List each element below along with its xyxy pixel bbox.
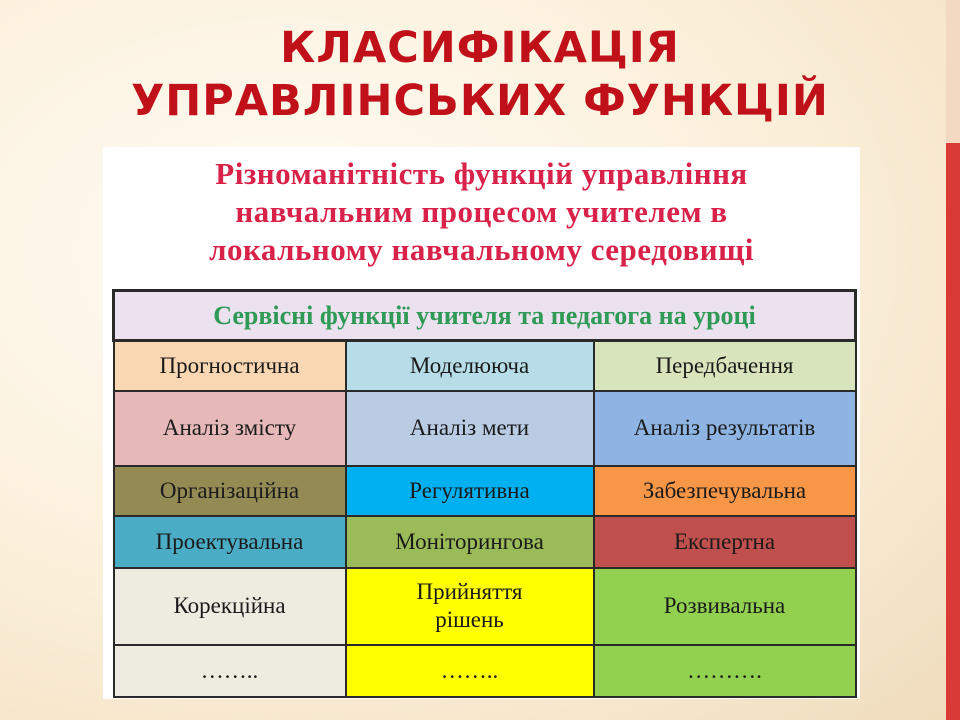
- table-row: [114, 466, 856, 516]
- table-cell: Проектувальна: [114, 516, 346, 568]
- slide-title: [0, 22, 960, 128]
- subtitle-line-1: Різноманітність функцій управління: [215, 156, 748, 191]
- table-cell: Розвивальна: [594, 568, 856, 645]
- table-cell: Аналіз змісту: [114, 391, 346, 466]
- content-panel: [103, 147, 860, 699]
- slide-title-line-2: УПРАВЛІНСЬКИХ ФУНКЦІЙ: [131, 76, 829, 126]
- panel-subtitle: [103, 155, 860, 269]
- table-header: Сервісні функції учителя та педагога на уроці: [114, 291, 856, 341]
- table-cell: Експертна: [594, 516, 856, 568]
- table-cell: Регулятивна: [346, 466, 594, 516]
- table-header-row: [114, 291, 856, 341]
- table-row: [114, 391, 856, 466]
- table-row: [114, 568, 856, 645]
- table-cell: ……..: [114, 645, 346, 697]
- table-row: [114, 341, 856, 391]
- table-cell: Прогностична: [114, 341, 346, 391]
- table-row: [114, 516, 856, 568]
- functions-table: [112, 289, 857, 698]
- table-cell: ……….: [594, 645, 856, 697]
- table-row: [114, 645, 856, 697]
- subtitle-line-2: навчальним процесом учителем в: [235, 194, 728, 229]
- table-cell: Моделююча: [346, 341, 594, 391]
- table-cell: Корекційна: [114, 568, 346, 645]
- table-cell: Прийняття рішень: [346, 568, 594, 645]
- table-cell: Моніторингова: [346, 516, 594, 568]
- table-cell: Забезпечувальна: [594, 466, 856, 516]
- table-cell: ……..: [346, 645, 594, 697]
- slide-title-line-1: КЛАСИФІКАЦІЯ: [280, 23, 680, 73]
- table-cell: Аналіз результатів: [594, 391, 856, 466]
- table-cell: Аналіз мети: [346, 391, 594, 466]
- table-cell: Передбачення: [594, 341, 856, 391]
- subtitle-line-3: локальному навчальному середовищі: [209, 232, 754, 267]
- table-cell: Організаційна: [114, 466, 346, 516]
